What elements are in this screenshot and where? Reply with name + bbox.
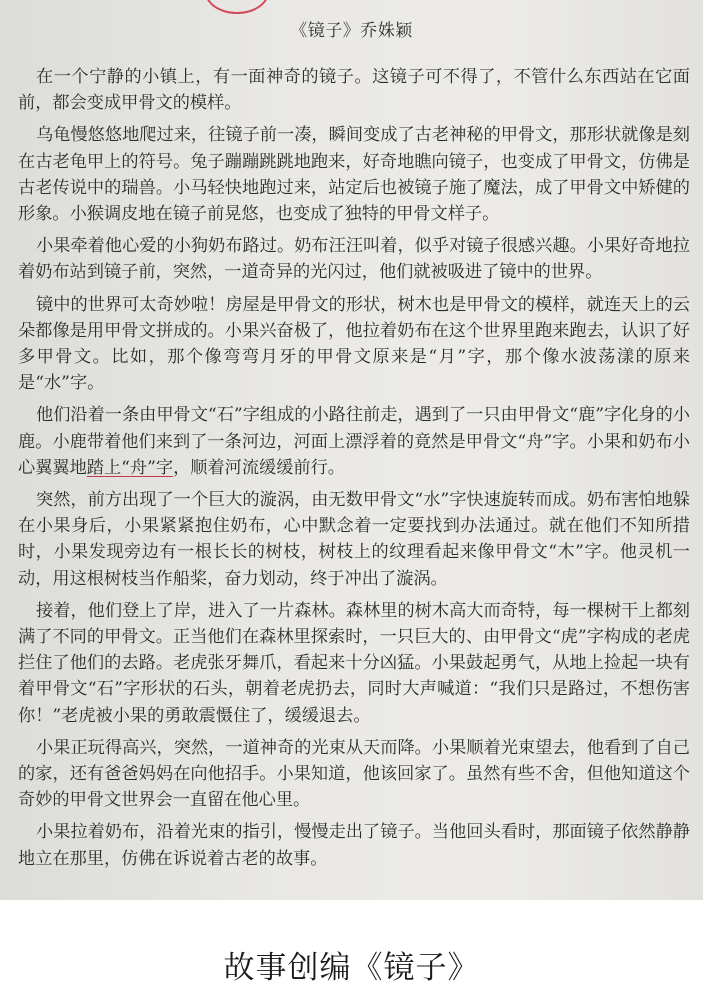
document-title: 《镜子》乔姝颖: [290, 21, 413, 41]
paragraph-5-text-after: ，顺着河流缓缓前行。: [173, 457, 345, 478]
story-body: [18, 64, 690, 878]
paragraph-1: 在一个宁静的小镇上，有一面神奇的镜子。这镜子可不得了，不管什么东西站在它面前，都会变成甲骨文的模样。: [18, 67, 690, 114]
paragraph-2: 乌龟慢悠悠地爬过来，往镜子前一凑，瞬间变成了古老神秘的甲骨文，那形状就像是刻在古老龟甲上的符号。兔子蹦蹦跳跳地跑来，好奇地瞧向镜子，也变成了甲骨文，仿佛是古老传说中的瑞兽。小马轻快地跑过来，站定后也被镜子施了魔法，成了甲骨文中矫健的形象。小猴调皮地在镜子前晃悠，也变成了独特的甲骨文样子。: [18, 125, 690, 225]
paragraph-9: 小果拉着奶布，沿着光束的指引，慢慢走出了镜子。当他回头看时，那面镜子依然静静地立在那里，仿佛在诉说着古老的故事。: [18, 822, 690, 869]
paragraph-8: 小果正玩得高兴，突然，一道神奇的光束从天而降。小果顺着光束望去，他看到了自己的家，还有爸爸妈妈在向他招手。小果知道，他该回家了。虽然有些不舍，但他知道这个奇妙的甲骨文世界会一直留在他心里。: [18, 737, 690, 811]
paragraph-5-text-before: 他们沿着一条由甲骨文“石”字组成的小路往前走，遇到了一只由甲骨文“鹿”字化身的小鹿。小鹿带着他们来到了一条河边，河面上漂浮着的竟然是甲骨文“舟”字。小果和奶布小心翼翼地: [18, 405, 690, 478]
paragraph-3: 小果牵着他心爱的小狗奶布路过。奶布汪汪叫着，似乎对镜子很感兴趣。小果好奇地拉着奶布站到镜子前，突然，一道奇异的光闪过，他们就被吸进了镜中的世界。: [18, 236, 690, 283]
page-caption: 故事创编《镜子》: [223, 950, 480, 986]
paragraph-5: [18, 402, 690, 481]
paragraph-7: 接着，他们登上了岸，进入了一片森林。森林里的树木高大而奇特，每一棵树干上都刻满了不同的甲骨文。正当他们在森林里探索时，一只巨大的、由甲骨文“虎”字构成的老虎拦住了他们的去路。老虎张牙舞爪，看起来十分凶猛。小果鼓起勇气，从地上捡起一块有着甲骨文“石”字形状的石头，朝着老虎扔去，同时大声喊道：“我们只是路过，不想伤害你！”老虎被小果的勇敢震慑住了，缓缓退去。: [18, 600, 690, 726]
underlined-phrase: 踏上“舟”字: [86, 457, 174, 478]
paragraph-4: 镜中的世界可太奇妙啦！房屋是甲骨文的形状，树木也是甲骨文的模样，就连天上的云朵都像是用甲骨文拼成的。小果兴奋极了，他拉着奶布在这个世界里跑来跑去，认识了好多甲骨文。比如，那个像弯弯月牙的甲骨文原来是“月”字，那个像水波荡漾的原来是“水”字。: [18, 294, 690, 394]
paragraph-6: 突然，前方出现了一个巨大的漩涡，由无数甲骨文“水”字快速旋转而成。奶布害怕地躲在小果身后，小果紧紧抱住奶布，心中默念着一定要找到办法通过。就在他们不知所措时，小果发现旁边有一根长长的树枝，树枝上的纹理看起来像甲骨文“木”字。他灵机一动，用这根树枝当作船桨，奋力划动，终于冲出了漩涡。: [18, 490, 690, 589]
red-pen-mark: [205, 0, 269, 14]
